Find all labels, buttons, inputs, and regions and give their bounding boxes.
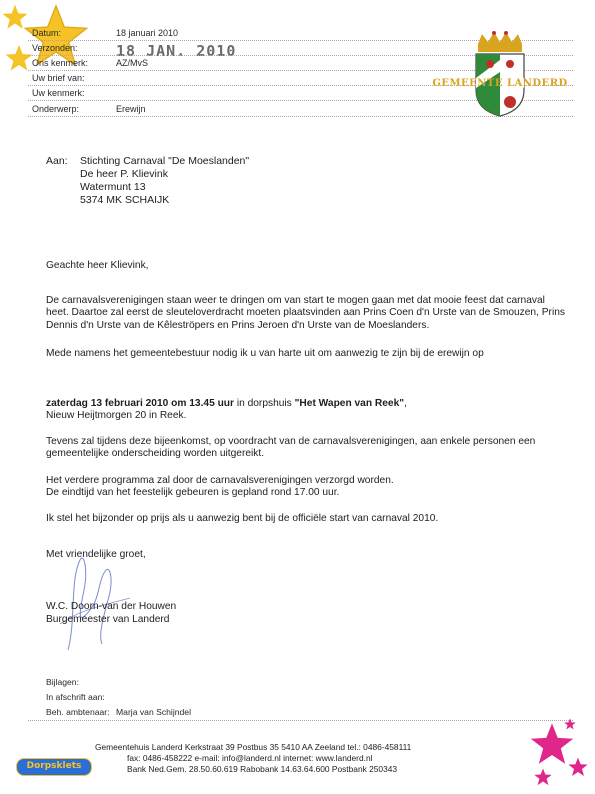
meta-label: Datum: [32,28,62,38]
footer-contact: fax: 0486-458222 e-mail: info@landerd.nl internet: www.landerd.nl [127,753,373,763]
signature-icon [40,540,170,660]
meta-label: Verzonden: [32,43,78,53]
address-line: Watermunt 13 [80,181,146,193]
closing-greeting: Met vriendelijke groet, [46,549,146,560]
official-name: Marja van Schijndel [116,707,191,717]
signer-name: W.C. Doorn-van der Houwen [46,601,177,612]
address-label: Aan: [46,155,68,167]
paragraph-program: Het verdere programma zal door de carnavalsverenigingen verzorgd worden. De eindtijd van het feestelijk gebeuren is gepland rond 17.00 uur. [46,475,394,499]
dorpsklets-badge: Dorpsklets [16,758,92,776]
yellow-star-small-icon [2,4,28,30]
event-venue: "Het Wapen van Reek" [294,398,405,409]
paragraph-award: Tevens zal tijdens deze bijeenkomst, op voordracht van de carnavalsverenigingen, aan enkele personen een gemeentelijke onderscheiding worden uitgereikt. [46,436,536,460]
address-line: De heer P. Klievink [80,168,168,180]
signer-title: Burgemeester van Landerd [46,614,170,625]
paragraph-event: zaterdag 13 februari 2010 om 13.45 uur in dorpshuis "Het Wapen van Reek", Nieuw Heijtmorgen 20 in Reek. [46,398,407,422]
footer-address: Gemeentehuis Landerd Kerkstraat 39 Postbus 35 5410 AA Zeeland tel.: 0486-458111 [95,742,412,752]
meta-label: Ons kenmerk: [32,58,89,68]
municipality-logo [430,30,570,120]
enclosures-label: Bijlagen: [46,677,79,687]
copy-to-label: In afschrift aan: [46,692,105,702]
footer-bank: Bank Ned.Gem. 28.50.60.619 Rabobank 14.63.64.600 Postbank 250343 [127,764,398,774]
meta-label: Onderwerp: [32,104,80,114]
official-label: Beh. ambtenaar: [46,707,110,717]
meta-value: Erewijn [116,104,146,114]
paragraph-closing: Ik stel het bijzonder op prijs als u aanwezig bent bij de officiële start van carnaval 2010. [46,513,439,524]
address-line: 5374 MK SCHAIJK [80,194,170,206]
event-date: zaterdag 13 februari 2010 om 13.45 uur [46,398,234,409]
date-stamp: 18 JAN. 2010 [116,42,237,60]
paragraph-intro: De carnavalsverenigingen staan weer te dringen om van start te mogen gaan met dat mooie feest dat carnaval heet. Daartoe zal eerst de sleuteloverdracht moeten plaatsvinden aan Prins Coen d'n Urste van de Smouzen, Prins Dennis d'n Urste van de Kêleströpers en Prins Jeroen d'n Urste van de Moeslanders. [46,295,565,331]
event-address: Nieuw Heijtmorgen 20 in Reek. [46,410,187,422]
yellow-star-small-icon [5,44,33,72]
meta-value: AZ/MvS [116,58,149,68]
meta-value: 18 januari 2010 [116,28,179,38]
paragraph-invitation: Mede namens het gemeentebestuur nodig ik u van harte uit om aanwezig te zijn bij de erewijn op [46,348,484,359]
coat-of-arms-icon [430,30,570,120]
salutation: Geachte heer Klievink, [46,260,149,271]
pink-star-small-icon [564,718,576,730]
divider [28,720,573,721]
pink-star-small-icon [534,768,552,786]
meta-label: Uw kenmerk: [32,88,85,98]
meta-label: Uw brief van: [32,73,85,83]
logo-text: GEMEENTE LANDERD [432,78,568,89]
pink-star-small-icon [568,757,588,777]
address-line: Stichting Carnaval "De Moeslanden" [80,155,250,167]
